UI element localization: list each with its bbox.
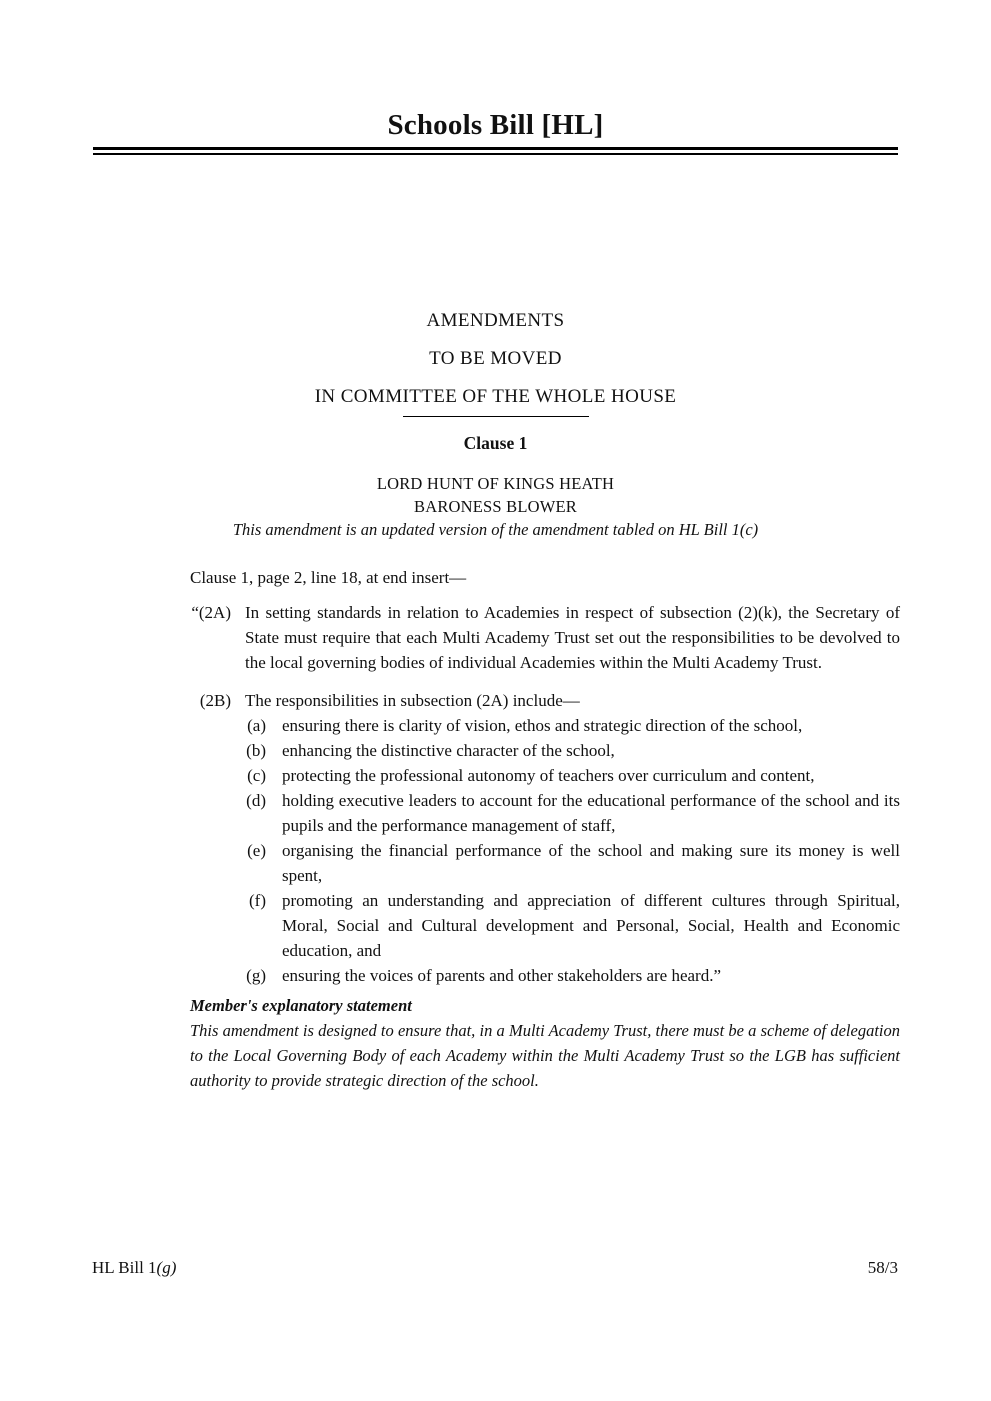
amendment-number: 58/3 [867, 1258, 898, 1277]
list-item-marker: (c) [247, 766, 266, 785]
list-item-text: holding executive leaders to account for the educational performance of the school and its pupils and the performance management of staff, [282, 791, 900, 835]
amendment-revision-note: This amendment is an updated version of the amendment tabled on HL Bill 1(c) [232, 520, 759, 539]
list-item-text: protecting the professional autonomy of teachers over curriculum and content, [282, 766, 815, 785]
list-item [92, 713, 900, 738]
page-footer [92, 1256, 898, 1280]
section-rule [403, 416, 589, 417]
sponsor-name: LORD HUNT OF KINGS HEATH [376, 474, 615, 493]
list-item-marker: (a) [247, 716, 266, 735]
list-item [92, 963, 900, 988]
subsection-2b [92, 688, 900, 713]
bill-reference [92, 1256, 176, 1280]
list-item-marker: (g) [246, 966, 266, 985]
title-double-rule [93, 147, 898, 155]
sponsor-list [0, 472, 991, 541]
list-item-text: ensuring the voices of parents and other stakeholders are heard.” [282, 966, 721, 985]
bill-reference-suffix: (g) [156, 1258, 177, 1277]
list-item [92, 738, 900, 763]
clause-heading: Clause 1 [463, 433, 528, 453]
list-item-marker: (d) [246, 791, 266, 810]
subsection-2a [92, 600, 900, 675]
sponsor-name: BARONESS BLOWER [414, 497, 577, 516]
list-item-marker: (b) [246, 741, 266, 760]
list-item [92, 763, 900, 788]
bill-title: Schools Bill [HL] [387, 109, 604, 141]
heading-committee: IN COMMITTEE OF THE WHOLE HOUSE [314, 386, 677, 407]
explanatory-statement-text: This amendment is designed to ensure that, in a Multi Academy Trust, there must be a scheme of delegation to the Local Governing Body of each Academy within the Multi Academy Trust so the LGB has sufficient authority to provide strategic direction of the school. [190, 1021, 900, 1090]
list-item-text: enhancing the distinctive character of the school, [282, 741, 615, 760]
list-item [92, 788, 900, 838]
list-item [92, 838, 900, 888]
heading-amendments: AMENDMENTS [426, 310, 565, 331]
list-item-text: promoting an understanding and appreciation of different cultures through Spiritual, Moral, Social and Cultural development and Personal, Social, Health and Economic education, and [282, 891, 900, 960]
list-item-text: organising the financial performance of the school and making sure its money is well spent, [282, 841, 900, 885]
list-item-marker: (f) [249, 891, 266, 910]
list-item-text: ensuring there is clarity of vision, ethos and strategic direction of the school, [282, 716, 803, 735]
amendment-body [92, 565, 900, 988]
explanatory-statement-heading: Member's explanatory statement [190, 996, 412, 1015]
subsection-text: In setting standards in relation to Academies in respect of subsection (2)(k), the Secretary of State must require that each Multi Academy Trust set out the responsibilities to be devolved to the local governing bodies of individual Academies within the Multi Academy Trust. [245, 603, 900, 672]
responsibility-list [92, 713, 900, 988]
bill-reference-prefix: HL Bill 1 [92, 1258, 157, 1277]
ceremonial-headings [0, 307, 991, 455]
subsection-marker: (2B) [199, 691, 231, 710]
amendment-intro-line: Clause 1, page 2, line 18, at end insert— [190, 568, 467, 587]
subsection-marker: “(2A) [191, 603, 231, 622]
list-item [92, 888, 900, 963]
list-item-marker: (e) [247, 841, 266, 860]
subsection-text: The responsibilities in subsection (2A) include— [245, 691, 580, 710]
explanatory-statement [190, 993, 900, 1093]
heading-to-be-moved: TO BE MOVED [429, 348, 562, 369]
